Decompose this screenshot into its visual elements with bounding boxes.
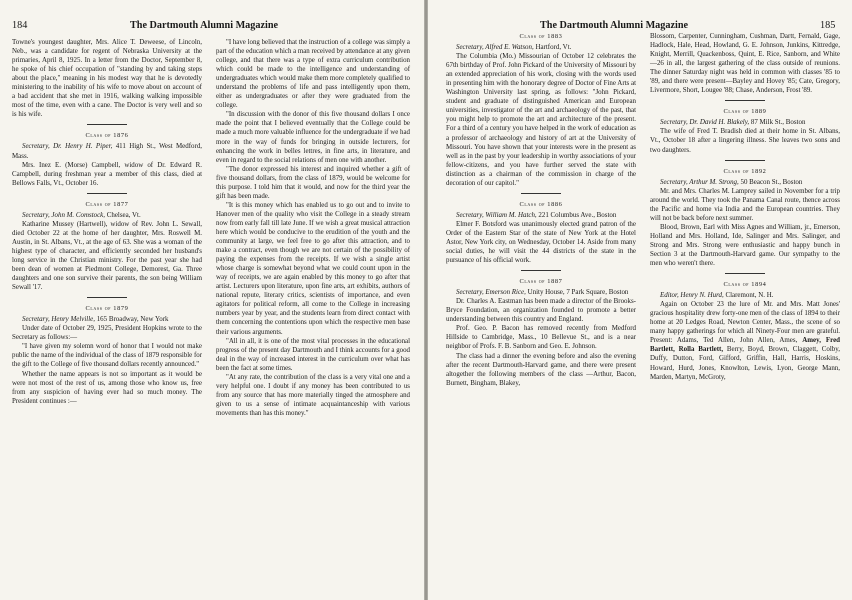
left-column-2 (216, 38, 410, 418)
paragraph: The wife of Fred T. Bradish died at their home in St. Albans, Vt., October 18 after a lingering illness. She leaves two sons and two daughters. (650, 127, 840, 154)
secretary-address: 87 Milk St., Boston (750, 118, 806, 127)
paragraph: Dr. Charles A. Eastman has been made a director of the Brooks-Bryce Foundation, an organization founded to promote a better understanding between this country and England. (446, 297, 636, 324)
left-page (0, 0, 424, 600)
secretary-address: 50 Beacon St., Boston (740, 177, 803, 186)
secretary-line (12, 142, 202, 160)
quote-paragraph: "In discussion with the donor of this five thousand dollars I once made the point that I believed eventually that the College could be made a much more valuable influence for the undergraduate if we had more in the way of funds for bringing in outside lecturers, for enhancing the work in belles lettres, in fine arts, in literature, and even in regard to the social relations of men one with another. (216, 111, 410, 164)
divider (521, 270, 561, 271)
running-head: The Dartmouth Alumni Magazine (130, 20, 279, 31)
quote-paragraph: "The donor expressed his interest and inquired whether a gift of five thousand dollars, from the class of 1879, would be welcome for this purpose. I told him that it would, and now for the third year the gift has been made. (216, 165, 410, 200)
secretary-address: Hartford, Vt. (535, 43, 572, 52)
divider (725, 160, 765, 161)
secretary-name: John M. Comstock, (51, 210, 105, 219)
secretary-name: Secretary, Alfred E. Watson, (456, 43, 534, 52)
divider (725, 100, 765, 101)
secretary-label: Secretary, (22, 210, 50, 219)
running-head: The Dartmouth Alumni Magazine (540, 20, 689, 31)
paragraph: Prof. Geo. P. Bacon has removed recently from Medford Hillside to Cambridge, Mass., 10 Bellevue St., and is a near neighbor of Profs. F. B. Sanborn and Geo. E. Johnson. (446, 324, 636, 351)
page-number: 184 (12, 20, 28, 31)
divider (725, 273, 765, 274)
divider (521, 193, 561, 194)
paragraph: Blossom, Carpenter, Cunningham, Cushman, Dartt, Fernald, Gage, Hadlock, Hale, Head, Howland, G. E. Johnson, Junkins, Kittredge, Knight, Merrill, Quackenboss, Quint, E. Rice, Sanborn, and White—26 in all, the largest gathering of the class outside of reunions. The dinner Saturday night was held in common with classes '85 to '89, and there were present—Bayley and Hovey '85; Cate, Gregory, Livermore, Short, Lougee '88; Chase, Anderson, Frost '89. (650, 32, 840, 95)
secretary-name: Secretary, Dr. David H. Blakely, (660, 118, 750, 127)
bold-names: Amey, Fred Bartlett, Rolla Bartlett, (650, 336, 841, 354)
class-heading: Class of 1879 (85, 305, 129, 313)
secretary-name: Dr. Henry H. Piper, (53, 142, 113, 151)
paragraph: The Columbia (Mo.) Missourian of October 12 celebrates the 67th birthday of Prof. John Pickard of the University of Missouri by an extended appreciation of his work, closing with the words used in presenting him with the honorary degree of Doctor of Fine Arts at Washington University last spring, as follows: "John Pickard, student and graduate of distinguished American and European universities, investigator of the art and archaeology of the past, that you might help to promote the art and architecture of the present. For a third of a century you have helped in the work of education as a professor of archaeology and history of art at the University of Missouri. You have shown that your interests were in the present as well as in the past by your leadership in worthy associations of your fellow-citizens, and you have further served the state with distinction as a chairman of the commission in charge of the decoration of our capitol." (446, 52, 636, 187)
secretary-address: 221 Columbus Ave., Boston (538, 210, 617, 219)
secretary-line (446, 288, 636, 297)
class-heading: Class of 1883 (519, 33, 563, 40)
class-heading: Class of 1886 (519, 200, 563, 208)
class-heading: Class of 1877 (85, 200, 129, 208)
paragraph: Blood, Brown, Earl with Miss Agnes and William, jr., Emerson, Holland and Mrs. Holland, Ide, Salinger and Mrs. Salinger, and Strong and Mrs. Strong were enthusiastic and happy bunch in Section 3 at the Dartmouth-Harvard game. Our sympathy to the men who weren't there. (650, 222, 840, 268)
divider (87, 193, 127, 194)
divider (87, 297, 127, 298)
class-heading: Class of 1889 (723, 108, 767, 116)
secretary-address: Claremont, N. H. (725, 291, 774, 300)
secretary-line (650, 291, 840, 300)
right-column-2 (650, 32, 840, 382)
paragraph-text: Again on October 23 the lure of Mr. and Mrs. Matt Jones' gracious hospitality drew forty-one men of the class of 1894 to their home at 20 Ledges Road, Newton Center, Mass., the scene of so many happy gatherings for which all Ninety-Four men are grateful. Present: Adams, Ted Allen, John Allen, Ames, (650, 300, 840, 345)
secretary-line (650, 118, 840, 127)
paragraph: Elmer F. Botsford was unanimously elected grand patron of the Order of the Eastern Star of the state of New York at the Hotel Astor, New York city, on Wednesday, October 14. Aside from many social duties, he will visit the 44 districts of the state in the pursuance of his official work. (446, 219, 636, 265)
secretary-address: 411 High St., West Medford, Mass. (12, 142, 203, 160)
page-number: 185 (820, 20, 836, 31)
paragraph: Katharine Mussey (Hartwell), widow of Rev. John L. Sewall, died October 22 at the home of her daughter, Mrs. Roswell M. Austin, in St. Albans, Vt., at the age of 63. She was a woman of the highest type of character, and efficiently seconded her husband's long service in the Christian ministry. For the past year she had been dean of women at Piedmont College, Demorest, Ga. Three daughters and one son survive their parents, the son being William Sewall '17. (12, 219, 202, 292)
secretary-line (650, 178, 840, 187)
secretary-address: Chelsea, Vt. (106, 210, 141, 219)
secretary-label: Secretary, (22, 142, 50, 151)
secretary-name: Editor, Henry N. Hurd, (660, 291, 724, 300)
right-page (428, 0, 852, 600)
quote-paragraph: "I have long believed that the instruction of a college was simply a part of the education which a man received by attendance at any given college, and that there was a type of extra curriculum contribution which could be made to the intelligence and understanding of undergraduates which would make them more completely qualified to understand the problems of life and pass intelligently upon them, either as undergraduates or after they were graduated from the college. (216, 39, 411, 110)
quote-paragraph: "It is this money which has enabled us to go out and to invite to Hanover men of the quality who visit the College in a steady stream now from early fall till late June. If we wish a great musical attraction here which would be conducive to the erudition of the youth and the community at large, we feel free to go after this attraction, and to make a contract, even though we are not certain of the possibility of paying the expenses from the receipts. If we wish a single artist whose charge is somewhat beyond what we could count upon in the way of receipts, we are again enabled by this money to go after that artist. Lecturers upon literature, upon fine arts, art exhibits, authors of national repute, literary critics, scientists of importance, and even agitators for political reform, all come to the College in increasing numbers year by year, and the students learn from direct contact with them concerning the contentions upon which the respective men base their various arguments. (216, 201, 410, 336)
paragraph: Under date of October 29, 1925, President Hopkins wrote to the Secretary as follows:— (12, 324, 202, 342)
class-heading: Class of 1876 (85, 132, 129, 140)
quote-paragraph: "At any rate, the contribution of the class is a very vital one and a very helpful one. I doubt if any money has been contributed to us from any source that has more materially tinged the atmosphere and given to us a sense of intimate acquaintanceship with various movements than has this money." (216, 373, 410, 417)
class-heading: Class of 1894 (723, 281, 767, 289)
class-heading: Class of 1887 (519, 278, 563, 286)
divider (87, 124, 127, 125)
quote-paragraph: "All in all, it is one of the most vital processes in the educational progress of the present day Dartmouth and I think accounts for a good deal in the way of increased interest in the curriculum over what has been the fact at some times. (216, 337, 410, 372)
secretary-address: 165 Broadway, New York (96, 315, 169, 324)
paragraph: Mr. and Mrs. Charles M. Lamprey sailed in November for a trip around the world. They took the Panama Canal route, thence across the Pacific and home via India and the European countries. They will not be back before next summer. (650, 186, 840, 222)
secretary-label: Secretary, (22, 315, 50, 324)
paragraph: Towne's youngest daughter, Mrs. Alice T. Deweese, of Lincoln, Neb., was a candidate for regent of Nebraska University at the primaries, April 8, 1925. In a letter from the Doctor, September 8, he spoke of his chief occupation of "standing by and taking steps about the place," meaning in his modest way that he is devotedly ministering to the inability of his wife to move about on account of a bad accident that she met in 1916, walking walking impossible most of the time, even with a cane. The Doctor is very well and so is his wife. (12, 38, 202, 119)
secretary-line (446, 43, 636, 52)
paragraph (650, 300, 840, 381)
paragraph: The class had a dinner the evening before and also the evening after the recent Dartmouth-Harvard game, and there were present altogether the following members of the class —Arthur, Bacon, Burnett, Bingham, Blakey, (446, 351, 636, 387)
paragraph-text: Berry, Boyd, Brown, Claggett, Colby, Duffy, Dutton, Ford, Gifford, Griffin, Hall, Harris, Hoskins, Howard, Hurd, Jones, Knowlton, Lewis, Lyon, George Mann, Marden, Martyn, McGroty, (650, 345, 841, 381)
left-column-1 (12, 38, 202, 406)
quote-paragraph: "I have given my solemn word of honor that I would not make public the name of the individual of the class of 1879 responsible for the gift to the College of five thousand dollars recently announced." (12, 343, 202, 369)
secretary-line (12, 315, 202, 324)
secretary-line (12, 211, 202, 220)
paragraph: Whether the name appears is not so important as it would be were not most of the rest of us, among those who know us, free from any suspicion of having ever had so much money. The President continues :— (12, 369, 202, 405)
secretary-name: Secretary, Arthur M. Strong, (660, 177, 739, 186)
class-heading: Class of 1892 (723, 167, 767, 175)
secretary-address: Unity House, 7 Park Square, Boston (527, 288, 629, 297)
secretary-name: Secretary, Emerson Rice, (456, 288, 526, 297)
right-column-1 (446, 32, 636, 388)
secretary-name: Secretary, William M. Hatch, (456, 210, 537, 219)
secretary-name: Henry Melville, (51, 315, 95, 324)
paragraph: Mrs. Inez E. (Morse) Campbell, widow of Dr. Edward R. Campbell, during freshman year a member of this class, died at Bellows Falls, Vt., October 16. (12, 160, 202, 187)
secretary-line (446, 211, 636, 220)
